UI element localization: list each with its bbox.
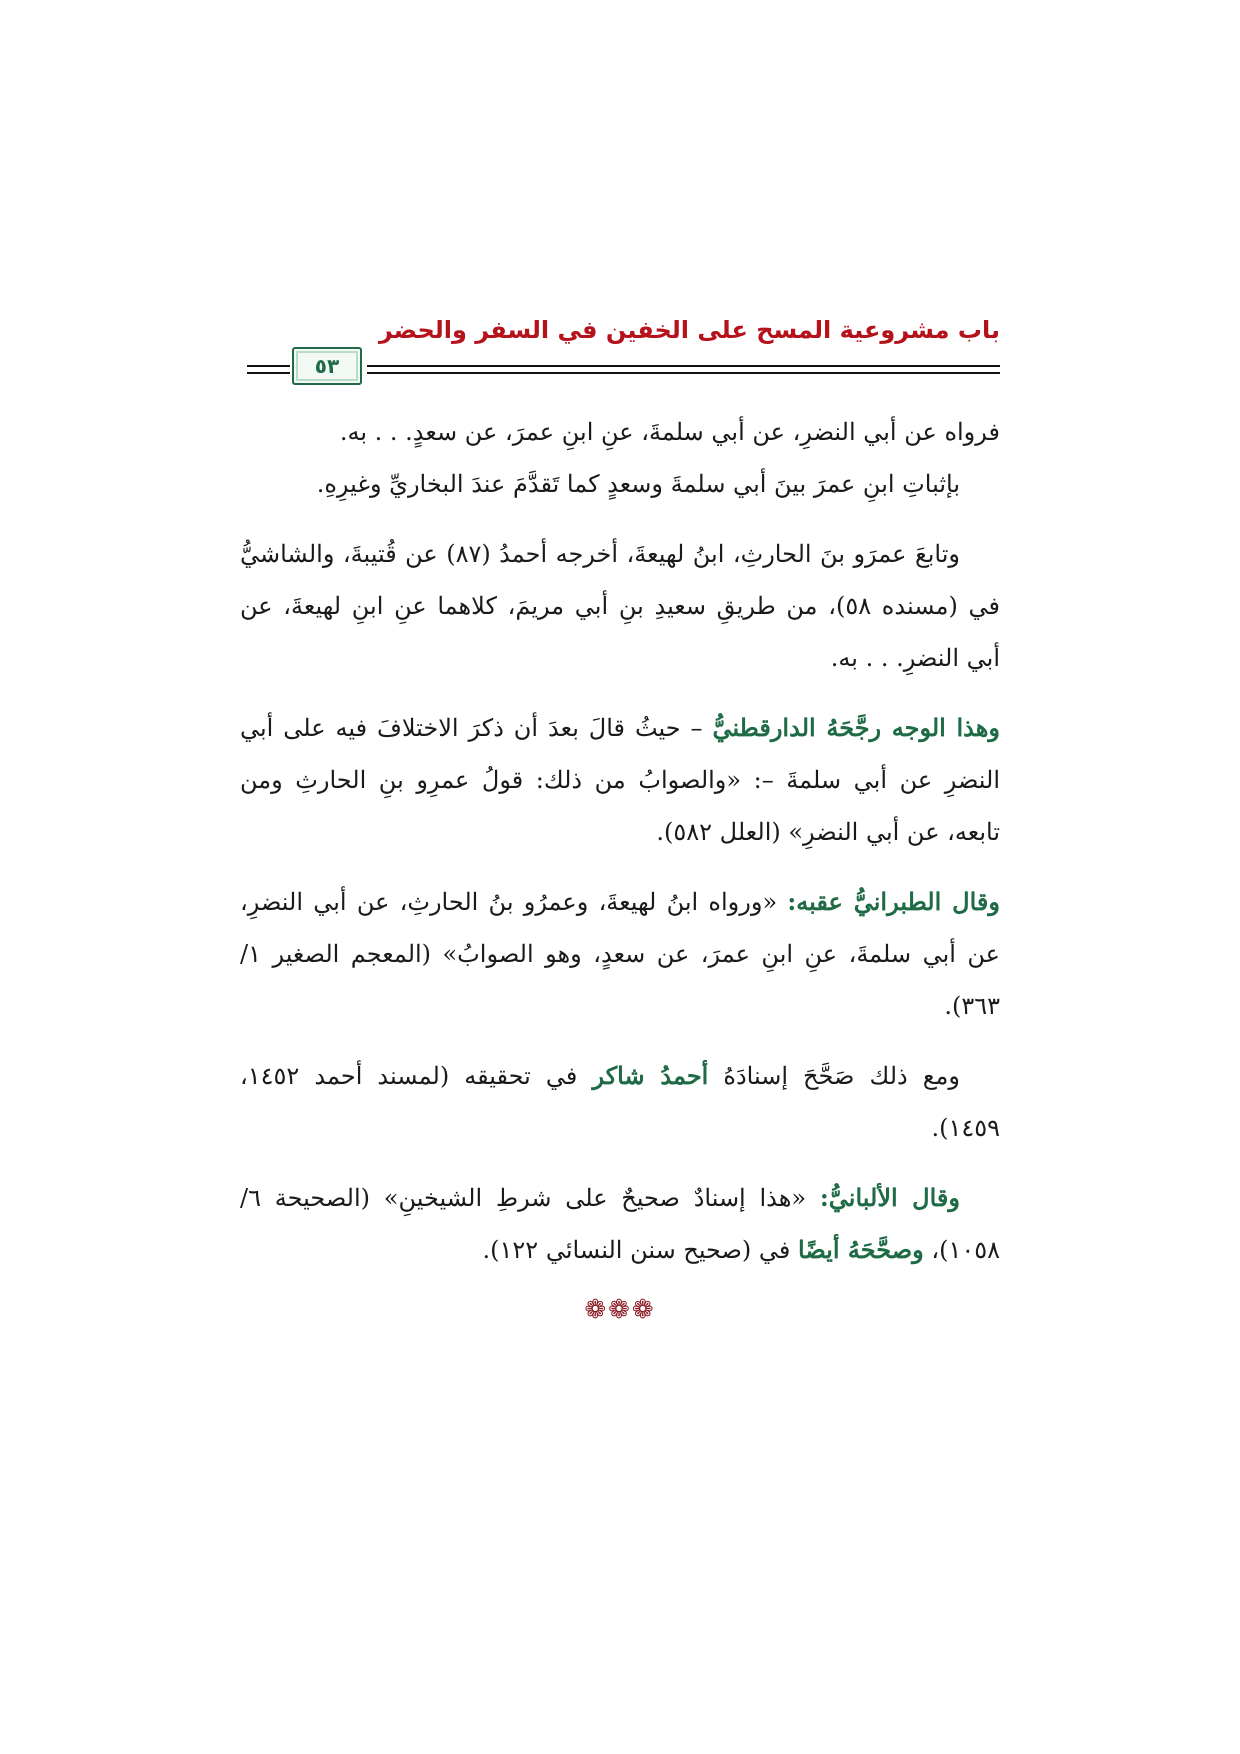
highlighted-phrase: وقال الطبرانيُّ عقبه:: [787, 887, 1000, 916]
header-rule: [367, 365, 1000, 367]
paragraph: [240, 702, 1000, 858]
section-end-ornament-icon: ❁❁❁: [584, 1295, 656, 1325]
highlighted-phrase: أحمدُ شاكر: [592, 1061, 709, 1090]
paragraph: بإثباتِ ابنِ عمرَ بينَ أبي سلمةَ وسعدٍ كما تَقدَّمَ عندَ البخاريِّ وغيرِهِ.: [316, 470, 960, 498]
header-rule: [247, 372, 290, 374]
paragraph: [240, 1050, 1000, 1154]
page-number: ٥٣: [292, 347, 362, 385]
header-rule: [367, 372, 1000, 374]
paragraph-text: – حيثُ قالَ بعدَ أن ذكرَ الاختلافَ فيه على أبي النضرِ عن أبي سلمةَ –: «والصوابُ من ذلك: قولُ عمرِو بنِ الحارثِ ومن تابعه، عن أبي النضرِ» (العلل ٥٨٢).: [240, 714, 1000, 846]
paragraph: فرواه عن أبي النضرِ، عن أبي سلمةَ، عنِ ابنِ عمرَ، عن سعدٍ. . . به.: [339, 418, 1000, 446]
paragraph: وتابعَ عمرَو بنَ الحارثِ، ابنُ لهيعةَ، أخرجه أحمدُ (٨٧) عن قُتيبةَ، والشاشيُّ في (مسنده ٥٨)، من طريقِ سعيدِ بنِ أبي مريمَ، كلاهما عنِ ابنِ لهيعةَ، عن أبي النضرِ. . . به.: [240, 540, 1000, 672]
highlighted-phrase: وقال الألبانيُّ:: [819, 1183, 960, 1212]
header-rule: [247, 365, 290, 367]
paragraph-text: «هذا إسنادٌ صحيحٌ على شرطِ الشيخينِ» (الصحيحة ٦/ ١٠٥٨)،: [240, 1184, 1000, 1264]
chapter-title: باب مشروعية المسح على الخفين في السفر والحضر: [378, 316, 1000, 344]
paragraph: [240, 876, 1000, 1032]
paragraph-text: في (صحيح سنن النسائي ١٢٢).: [482, 1236, 799, 1264]
paragraph-text: في تحقيقه (لمسند أحمد ١٤٥٢، ١٤٥٩).: [240, 1062, 1000, 1142]
highlighted-phrase: وهذا الوجه رجَّحَهُ الدارقطنيُّ: [712, 713, 1001, 742]
paragraph-text: ومع ذلك صَحَّحَ إسنادَهُ: [708, 1062, 960, 1090]
paragraph: [240, 1172, 1000, 1276]
paragraph-text: «ورواه ابنُ لهيعةَ، وعمرُو بنُ الحارثِ، عن أبي النضرِ، عن أبي سلمةَ، عنِ ابنِ عمرَ، عن سعدٍ، وهو الصوابُ» (المعجم الصغير ١/ ٣٦٣).: [240, 888, 1000, 1020]
highlighted-phrase: وصحَّحَهُ أيضًا: [798, 1235, 924, 1264]
body-text: [240, 406, 1000, 1276]
